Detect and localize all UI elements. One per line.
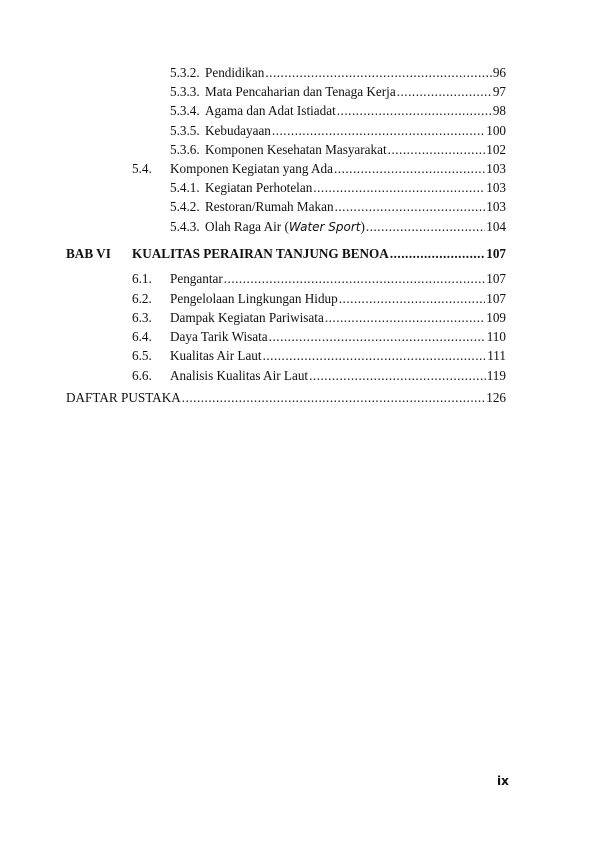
toc-number: 6.4.	[132, 329, 152, 344]
toc-title-prefix: Olah Raga Air (	[205, 219, 289, 234]
toc-title: Kebudayaan	[205, 123, 271, 138]
toc-number: 5.3.4.	[170, 103, 200, 118]
toc-page-number: 107	[486, 246, 506, 261]
toc-leader-dots	[334, 161, 485, 177]
toc-chapter-number: BAB VI	[66, 246, 111, 261]
toc-entry-5-4-3[interactable]	[170, 219, 506, 235]
toc-leader-dots	[366, 219, 485, 235]
toc-leader-dots	[313, 180, 485, 196]
toc-title: Dampak Kegiatan Pariwisata	[170, 310, 324, 325]
toc-number: 5.4.2.	[170, 199, 200, 214]
toc-number: 5.4.	[132, 161, 152, 176]
toc-title: Agama dan Adat Istiadat	[205, 103, 336, 118]
toc-leader-dots	[337, 103, 492, 119]
toc-leader-dots	[397, 84, 492, 100]
toc-leader-dots	[272, 123, 485, 139]
toc-title-italic: Water Sport	[288, 220, 361, 234]
toc-leader-dots	[309, 368, 486, 384]
toc-title: Komponen Kegiatan yang Ada	[170, 161, 333, 176]
toc-entry-5-4[interactable]	[132, 161, 506, 177]
toc-title: Mata Pencaharian dan Tenaga Kerja	[205, 84, 396, 99]
toc-entry-5-3-3[interactable]	[170, 84, 506, 100]
toc-page-number: 103	[486, 199, 506, 214]
toc-title: Kegiatan Perhotelan	[205, 180, 313, 195]
toc-leader-dots	[339, 291, 485, 307]
toc-title: Komponen Kesehatan Masyarakat	[205, 142, 387, 157]
toc-chapter-bab-vi[interactable]	[66, 246, 506, 262]
page-folio: ix	[497, 774, 509, 788]
toc-entry-5-3-4[interactable]	[170, 103, 506, 119]
toc-number: 5.3.3.	[170, 84, 200, 99]
toc-page-number: 119	[486, 368, 506, 383]
toc-leader-dots	[325, 310, 485, 326]
toc-title: Pengelolaan Lingkungan Hidup	[170, 291, 338, 306]
toc-title: Restoran/Rumah Makan	[205, 199, 334, 214]
toc-entry-6-3[interactable]	[132, 310, 506, 326]
toc-leader-dots	[388, 142, 486, 158]
toc-number: 6.6.	[132, 368, 152, 383]
toc-entry-6-4[interactable]	[132, 329, 506, 345]
toc-page-number: 97	[492, 84, 506, 99]
toc-number: 6.3.	[132, 310, 152, 325]
toc-number: 5.4.1.	[170, 180, 200, 195]
toc-number: 6.1.	[132, 271, 152, 286]
toc-title: Kualitas Air Laut	[170, 348, 262, 363]
toc-entry-5-4-2[interactable]	[170, 199, 506, 215]
toc-page-number: 126	[486, 390, 506, 405]
toc-leader-dots	[335, 199, 486, 215]
toc-number: 6.5.	[132, 348, 152, 363]
toc-page-number: 109	[486, 310, 506, 325]
toc-page-number: 104	[486, 219, 506, 234]
toc-leader-dots	[263, 348, 487, 364]
toc-leader-dots	[390, 246, 485, 262]
toc-entry-6-6[interactable]	[132, 368, 506, 384]
toc-entry-5-3-5[interactable]	[170, 123, 506, 139]
toc-entry-5-3-6[interactable]	[170, 142, 506, 158]
toc-page-number: 107	[486, 291, 506, 306]
toc-page-number: 107	[486, 271, 506, 286]
toc-number: 5.3.5.	[170, 123, 200, 138]
toc-chapter-title: KUALITAS PERAIRAN TANJUNG BENOA	[132, 246, 389, 261]
toc-page-number: 110	[486, 329, 506, 344]
toc-title: Pengantar	[170, 271, 223, 286]
toc-title: Pendidikan	[205, 65, 265, 80]
toc-title: Analisis Kualitas Air Laut	[170, 368, 309, 383]
toc-page-number: 111	[487, 348, 506, 363]
toc-entry-5-3-2[interactable]	[170, 65, 506, 81]
toc-leader-dots	[269, 329, 486, 345]
toc-entry-6-1[interactable]	[132, 271, 506, 287]
toc-entry-6-2[interactable]	[132, 291, 506, 307]
toc-title: DAFTAR PUSTAKA	[66, 390, 181, 405]
toc-page-number: 103	[486, 180, 506, 195]
toc-title: Daya Tarik Wisata	[170, 329, 268, 344]
toc-entry-6-5[interactable]	[132, 348, 506, 364]
toc-number: 5.3.2.	[170, 65, 200, 80]
toc-entry-5-4-1[interactable]	[170, 180, 506, 196]
toc-page-number: 98	[492, 103, 506, 118]
toc-leader-dots	[265, 65, 491, 81]
toc-title-suffix: )	[360, 219, 365, 234]
toc-entry-daftar-pustaka[interactable]	[66, 390, 506, 406]
toc-leader-dots	[182, 390, 485, 406]
toc-page-number: 102	[486, 142, 506, 157]
toc-title	[205, 219, 365, 235]
toc-number: 5.4.3.	[170, 219, 200, 234]
toc-page-number: 103	[486, 161, 506, 176]
toc-number: 6.2.	[132, 291, 152, 306]
toc-number: 5.3.6.	[170, 142, 200, 157]
toc-page-number: 100	[486, 123, 506, 138]
toc-page-number: 96	[492, 65, 506, 80]
toc-leader-dots	[224, 271, 485, 287]
